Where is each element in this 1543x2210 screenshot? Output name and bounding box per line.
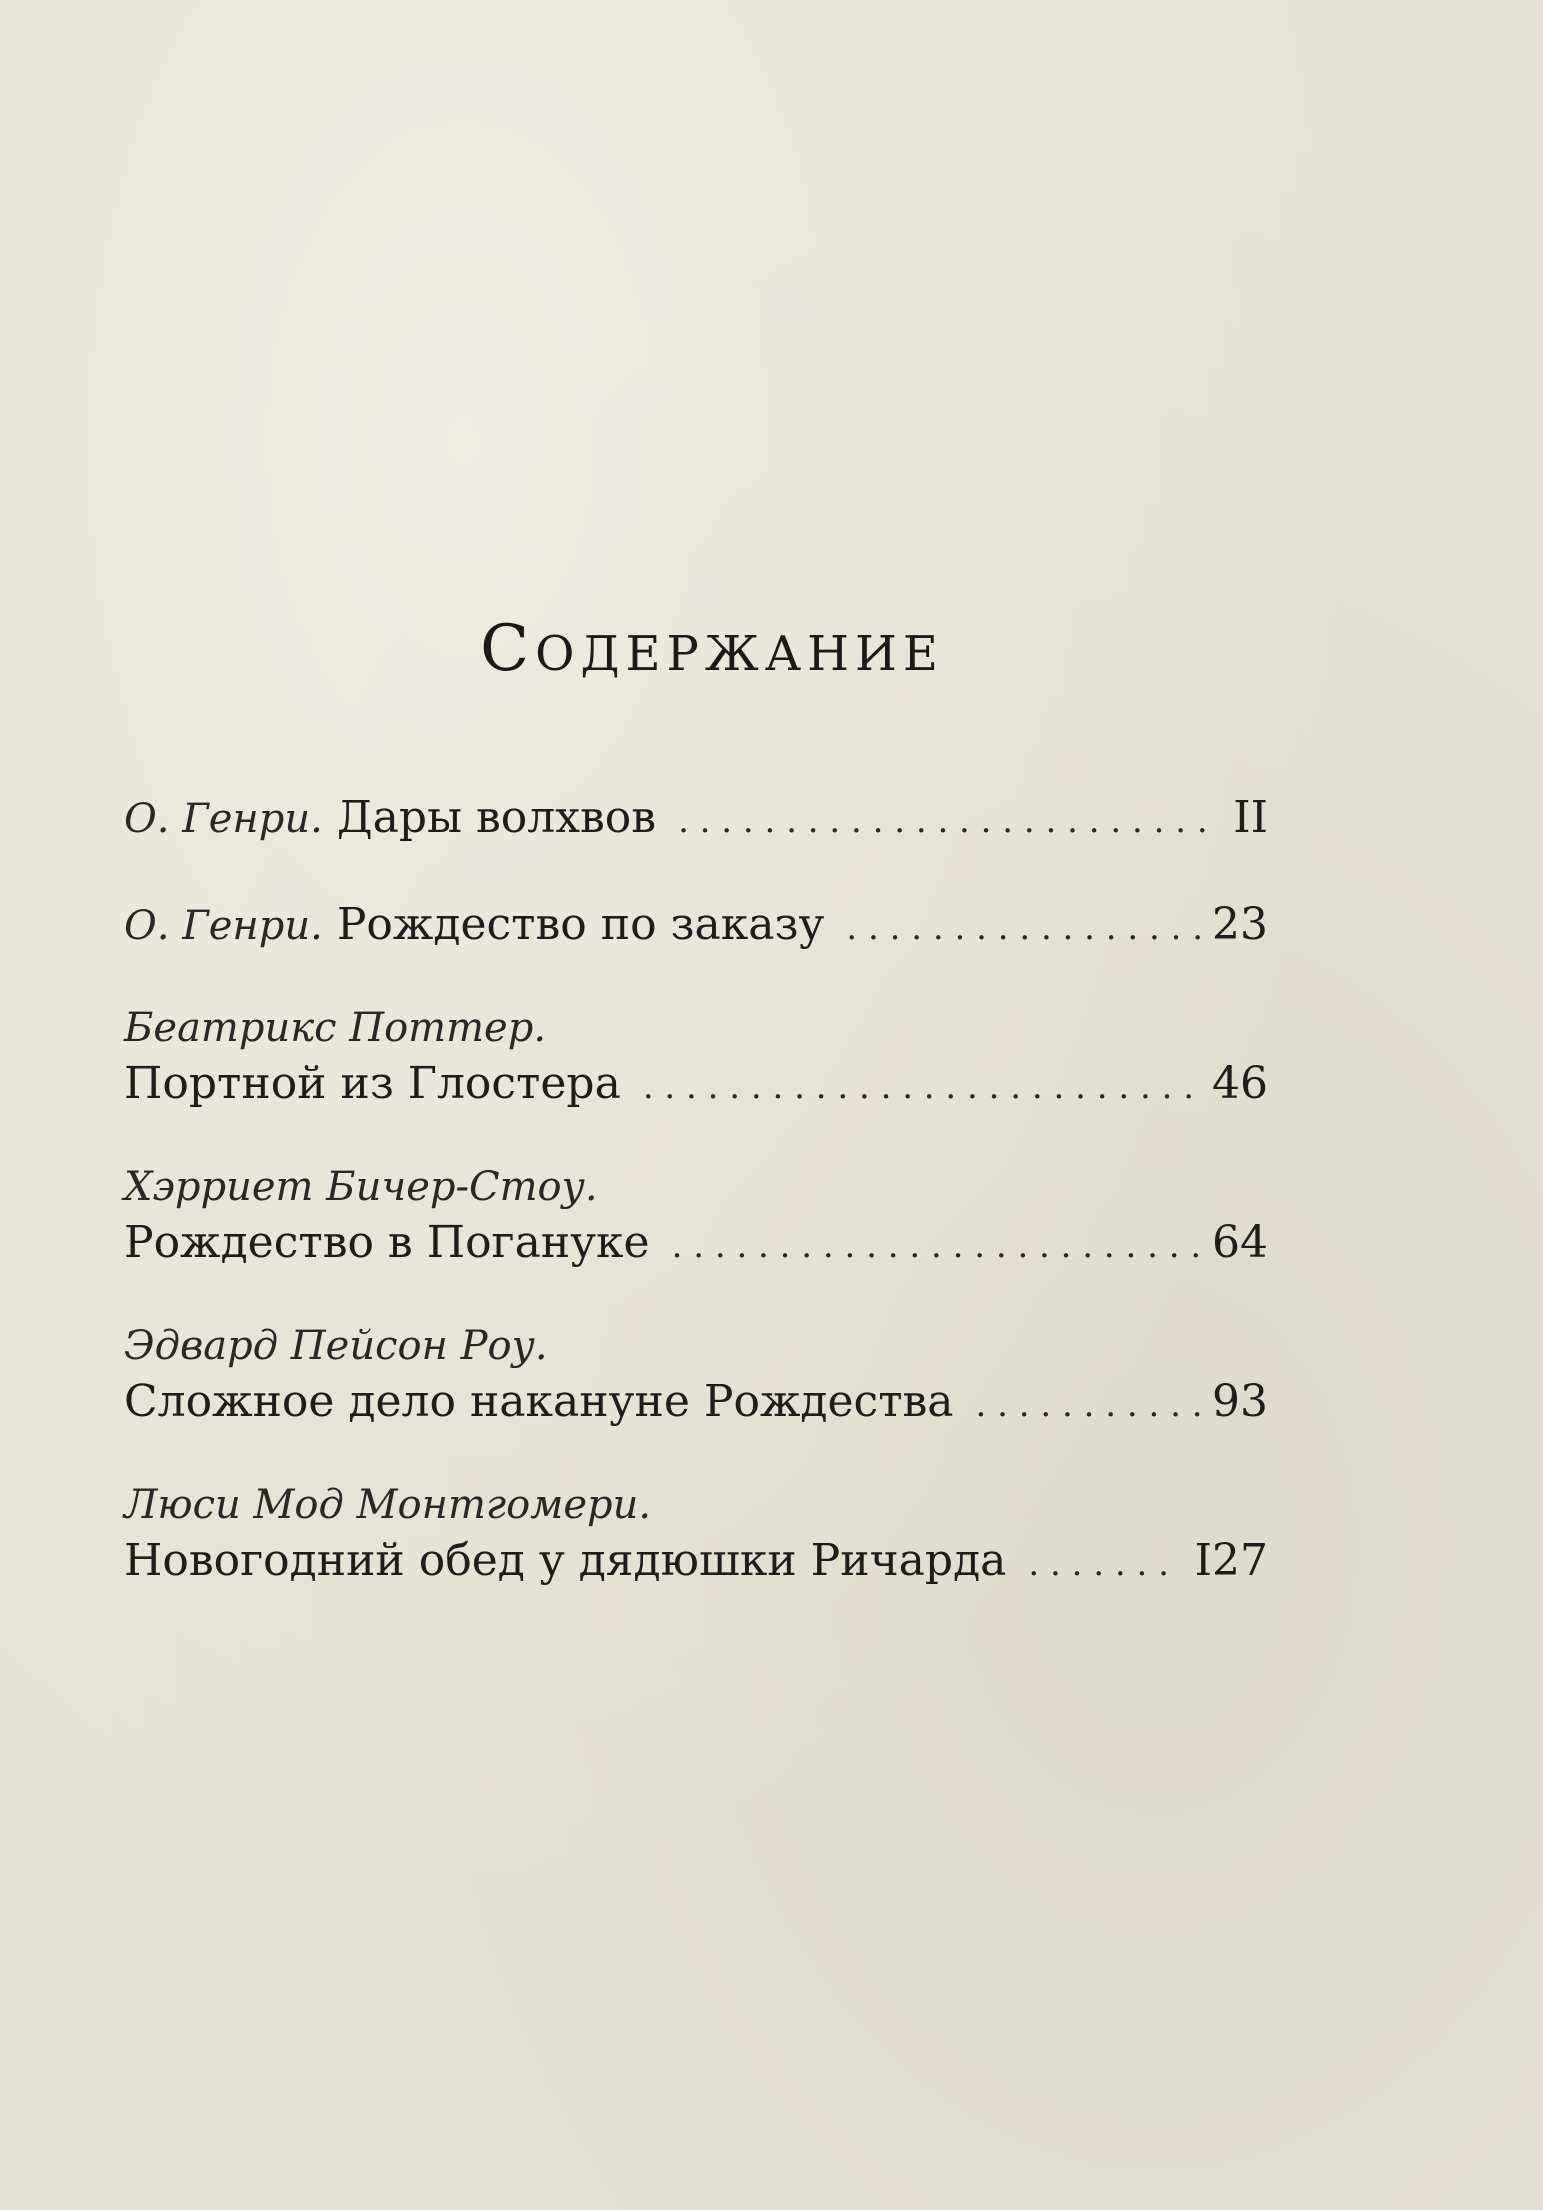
title-rest: ОДЕРЖАНИЕ <box>535 626 944 682</box>
dot-leader <box>846 898 1200 958</box>
toc-page-number: 64 <box>1212 1217 1268 1268</box>
toc-work-title: Рождество в Погануке <box>124 1217 650 1268</box>
toc-entry[interactable] <box>124 1161 1268 1276</box>
dot-leader <box>1028 1534 1182 1594</box>
toc-entry[interactable] <box>124 1002 1268 1117</box>
toc-author: Люси Мод Монтгомери. <box>124 1482 652 1528</box>
toc-entry[interactable] <box>124 1479 1268 1594</box>
toc-work-title: Дары волхвов <box>336 792 657 843</box>
toc-work-title: Сложное дело накануне Рождества <box>124 1376 954 1427</box>
toc-work-title: Новогодний обед у дядюшки Ричарда <box>124 1535 1007 1586</box>
toc-author: Беатрикс Поттер. <box>124 1005 547 1051</box>
dot-leader <box>672 1216 1200 1276</box>
dot-leader <box>678 791 1221 851</box>
dot-leader <box>643 1057 1200 1117</box>
toc-page-number: I27 <box>1194 1535 1268 1586</box>
toc-entry[interactable] <box>124 1320 1268 1435</box>
toc-page-number: II <box>1233 792 1268 843</box>
toc-line <box>124 788 1268 851</box>
toc-work-title: Портной из Глостера <box>124 1058 621 1109</box>
toc-author: Эдвард Пейсон Роу. <box>124 1323 548 1369</box>
toc-line <box>124 1531 1268 1594</box>
toc-line <box>124 1213 1268 1276</box>
toc-page-number: 46 <box>1212 1058 1268 1109</box>
title-drop-letter: С <box>480 612 536 686</box>
dot-leader <box>976 1375 1200 1435</box>
toc-page-number: 93 <box>1212 1376 1268 1427</box>
page-title <box>0 612 1424 686</box>
toc-line <box>124 895 1268 958</box>
table-of-contents <box>124 788 1268 1638</box>
toc-page-number: 23 <box>1212 899 1268 950</box>
toc-work-title: Рождество по заказу <box>336 899 825 950</box>
toc-line <box>124 1372 1268 1435</box>
toc-author: Хэрриет Бичер-Стоу. <box>124 1164 598 1210</box>
toc-entry[interactable] <box>124 788 1268 851</box>
toc-entry[interactable] <box>124 895 1268 958</box>
toc-author: О. Генри. <box>124 903 323 949</box>
toc-line <box>124 1054 1268 1117</box>
toc-author: О. Генри. <box>124 796 323 842</box>
